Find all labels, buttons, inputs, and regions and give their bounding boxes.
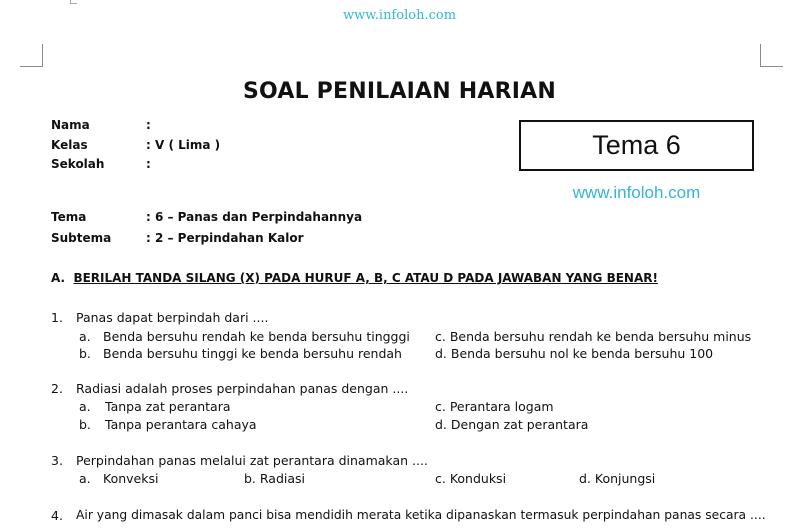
question-number: 3.: [51, 453, 63, 468]
option-text: d. Benda bersuhu nol ke benda bersuhu 100: [435, 346, 714, 361]
option-text: c. Benda bersuhu rendah ke benda bersuhu minus: [435, 329, 752, 344]
option-text: c. Konduksi: [435, 471, 507, 486]
field-label-kelas: Kelas: [51, 138, 88, 152]
margin-corner-top-right: [760, 44, 783, 67]
option-text: Tanpa perantara cahaya: [105, 417, 257, 432]
section-instruction: BERILAH TANDA SILANG (X) PADA HURUF A, B, C ATAU D PADA JAWABAN YANG BENAR!: [73, 271, 658, 285]
question-number: 4.: [51, 508, 63, 523]
question-text: Air yang dimasak dalam panci bisa mendidih merata ketika dipanaskan termasuk perpindahan panas secara ....: [76, 508, 766, 522]
option-text: Tanpa zat perantara: [105, 399, 231, 414]
option-text: b. Radiasi: [244, 471, 306, 486]
field-label-subtema: Subtema: [51, 231, 112, 245]
section-letter: A.: [51, 271, 66, 285]
option-text: d. Dengan zat perantara: [435, 417, 589, 432]
field-label-nama: Nama: [51, 118, 90, 132]
field-label-tema: Tema: [51, 210, 87, 224]
option-text: Konveksi: [103, 471, 159, 486]
margin-corner-top-left: [20, 44, 43, 67]
option-text: Benda bersuhu tinggi ke benda bersuhu rendah: [103, 346, 402, 361]
site-link: www.infoloh.com: [572, 183, 701, 202]
option-text: c. Perantara logam: [435, 399, 554, 414]
option-letter: b.: [79, 417, 91, 432]
field-value-nama: :: [146, 118, 151, 132]
option-text: d. Konjungsi: [579, 471, 656, 486]
question-number: 1.: [51, 310, 63, 325]
field-label-sekolah: Sekolah: [51, 157, 105, 171]
header-watermark: www.infoloh.com: [342, 8, 457, 23]
tema-box: [519, 120, 754, 171]
question-text: Panas dapat berpindah dari ....: [76, 310, 269, 325]
question-text: Radiasi adalah proses perpindahan panas dengan ....: [76, 381, 409, 396]
question-number: 2.: [51, 381, 63, 396]
field-value-tema: : 6 – Panas dan Perpindahannya: [146, 210, 363, 224]
option-letter: a.: [79, 471, 91, 486]
question-text: Perpindahan panas melalui zat perantara dinamakan ....: [76, 453, 428, 468]
field-value-kelas: : V ( Lima ): [146, 138, 221, 152]
page-tick-mark: [70, 0, 77, 4]
section-heading: [51, 271, 658, 285]
field-value-sekolah: :: [146, 157, 151, 171]
option-letter: a.: [79, 399, 91, 414]
document-title: SOAL PENILAIAN HARIAN: [243, 79, 556, 104]
option-text: Benda bersuhu rendah ke benda bersuhu tingggi: [103, 329, 410, 344]
option-letter: b.: [79, 346, 91, 361]
option-letter: a.: [79, 329, 91, 344]
field-value-subtema: : 2 – Perpindahan Kalor: [146, 231, 304, 245]
tema-box-text: Tema 6: [592, 130, 681, 160]
